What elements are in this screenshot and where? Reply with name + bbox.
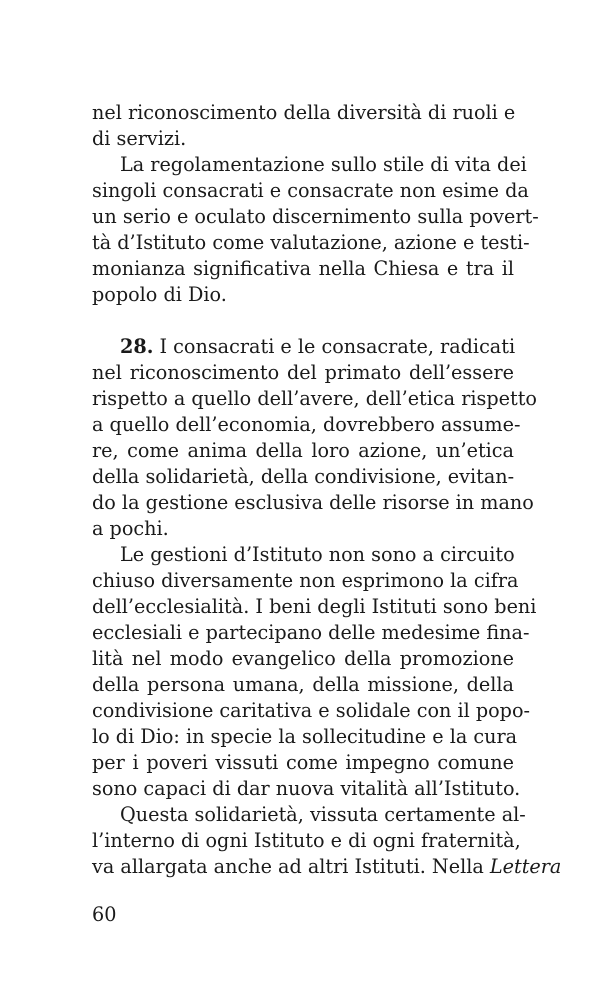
text-line: monianza significativa nella Chiesa e tra il	[92, 257, 514, 280]
text-run: I consacrati e le consacrate, radicati	[159, 335, 516, 358]
text-line: rispetto a quello dell’avere, dell’etica rispetto	[92, 387, 537, 410]
text-line: tà d’Istituto come valutazione, azione e testi-	[92, 231, 530, 254]
italic-title: Lettera	[489, 855, 562, 878]
text-line: della persona umana, della missione, della	[92, 673, 514, 696]
text-line: La regolamentazione sullo stile di vita dei	[120, 153, 527, 176]
paragraph	[92, 802, 562, 880]
paragraph	[92, 542, 537, 802]
text-line: sono capaci di dar nuova vitalità all’Istituto.	[92, 777, 521, 800]
text-line: l’interno di ogni Istituto e di ogni fraternità,	[92, 829, 521, 852]
text-run: va allargata anche ad altri Istituti. Nella	[92, 855, 490, 878]
text-line	[92, 334, 514, 360]
paragraph-gap	[92, 308, 514, 334]
text-line: di servizi.	[92, 127, 187, 150]
text-line: della solidarietà, della condivisione, evitan-	[92, 465, 515, 488]
text-line: un serio e oculato discernimento sulla povert-	[92, 205, 539, 228]
paragraph-continuation	[92, 100, 514, 152]
text-line	[92, 854, 562, 880]
text-line: a quello dell’economia, dovrebbero assume-	[92, 413, 521, 436]
text-line: Questa solidarietà, vissuta certamente al-	[120, 803, 526, 826]
text-line: per i poveri vissuti come impegno comune	[92, 751, 514, 774]
text-line: lo di Dio: in specie la sollecitudine e la cura	[92, 725, 518, 748]
text-line: re, come anima della loro azione, un’etica	[92, 439, 514, 462]
text-line: do la gestione esclusiva delle risorse in mano	[92, 491, 534, 514]
paragraph	[92, 152, 539, 308]
text-line: popolo di Dio.	[92, 283, 227, 306]
numbered-paragraph	[92, 334, 537, 542]
text-line: Le gestioni d’Istituto non sono a circuito	[120, 543, 515, 566]
text-line: singoli consacrati e consacrate non esime da	[92, 179, 529, 202]
text-line: chiuso diversamente non esprimono la cifra	[92, 569, 519, 592]
page-body	[92, 100, 562, 880]
text-line: nel riconoscimento del primato dell’essere	[92, 361, 514, 384]
text-line: ecclesiali e partecipano delle medesime fina-	[92, 621, 530, 644]
text-line: condivisione caritativa e solidale con il popo-	[92, 699, 530, 722]
text-line: a pochi.	[92, 517, 169, 540]
paragraph-number: 28.	[120, 335, 154, 358]
text-line: lità nel modo evangelico della promozione	[92, 647, 514, 670]
text-line: dell’ecclesialità. I beni degli Istituti sono beni	[92, 595, 537, 618]
text-line: nel riconoscimento della diversità di ruoli e	[92, 101, 516, 124]
page-number: 60	[92, 903, 117, 926]
